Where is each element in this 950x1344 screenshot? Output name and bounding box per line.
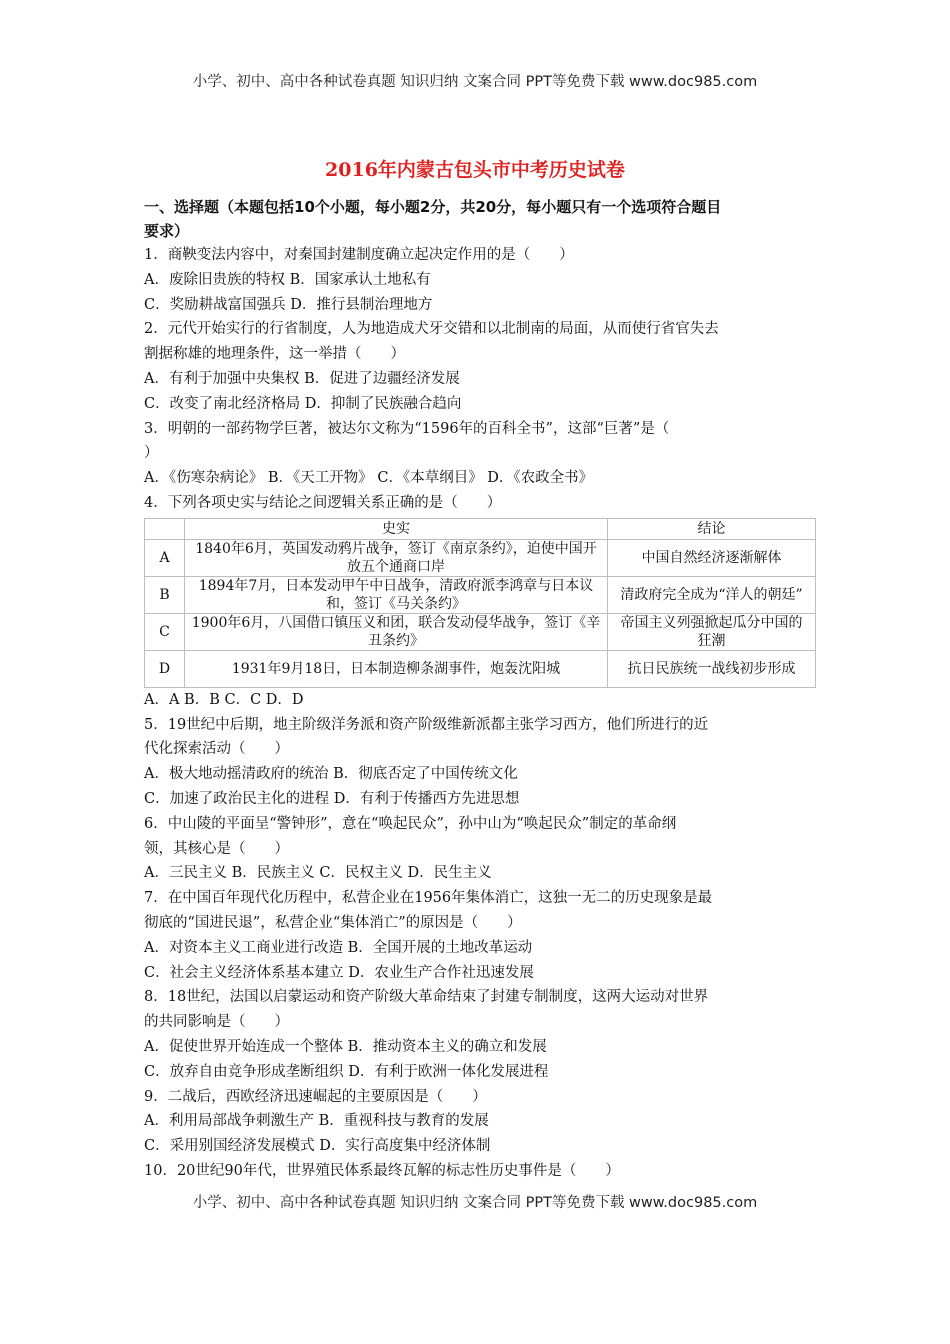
table-header-row: [145, 518, 816, 539]
row-label: D: [145, 650, 185, 687]
row-fact: 1931年9月18日，日本制造柳条湖事件，炮轰沈阳城: [185, 650, 608, 687]
question-options: A．促使世界开始连成一个整体 B．推动资本主义的确立和发展: [144, 1038, 547, 1055]
table-header-fact: 史实: [185, 518, 608, 539]
question-3: [144, 417, 824, 491]
question-1: [144, 243, 824, 317]
question-stem: 1．商鞅变法内容中，对秦国封建制度确立起决定作用的是（ ）: [144, 247, 574, 263]
row-label: B: [145, 576, 185, 613]
row-conclusion: 中国自然经济逐渐解体: [608, 539, 816, 576]
question-stem: 9．二战后，西欧经济迅速崛起的主要原因是（ ）: [144, 1088, 487, 1105]
table-row: [145, 539, 816, 576]
exam-content: [144, 195, 824, 1184]
question-options: A．极大地动摇清政府的统治 B．彻底否定了中国传统文化: [144, 766, 518, 783]
question-options: C．社会主义经济体系基本建立 D．农业生产合作社迅速发展: [144, 964, 534, 981]
row-fact: 1894年7月，日本发动甲午中日战争，清政府派李鸿章与日本议和，签订《马关条约》: [185, 576, 608, 613]
question-stem-cont: 代化探索活动（ ）: [144, 741, 289, 758]
section-heading: 一、选择题（本题包括10个小题，每小题2分，共20分，每小题只有一个选项符合题目: [144, 198, 722, 216]
question-stem: 2．元代开始实行的行省制度，人为地造成犬牙交错和以北制南的局面，从而使行省官失去: [144, 321, 719, 338]
question-6: [144, 812, 824, 886]
question-options: A．利用局部战争刺激生产 B．重视科技与教育的发展: [144, 1113, 489, 1130]
table-row: [145, 650, 816, 687]
question-stem: 6．中山陵的平面呈“警钟形”，意在“唤起民众”，孙中山为“唤起民众”制定的革命纲: [144, 815, 677, 832]
question-options: A．A B．B C．C D．D: [144, 691, 304, 708]
table-row: [145, 576, 816, 613]
question-options: A．《伤寒杂病论》 B．《天工开物》 C．《本草纲目》 D．《农政全书》: [144, 470, 594, 487]
question-9: [144, 1085, 824, 1159]
question-stem-cont: 领，其核心是（ ）: [144, 840, 289, 857]
page-header: 小学、初中、高中各种试卷真题 知识归纳 文案合同 PPT等免费下载 www.doc985.com: [192, 74, 758, 90]
question-options: A．对资本主义工商业进行改造 B．全国开展的土地改革运动: [144, 939, 533, 956]
question-8: [144, 985, 824, 1084]
row-conclusion: 帝国主义列强掀起瓜分中国的狂潮: [608, 613, 816, 650]
question-stem: 4．下列各项史实与结论之间逻辑关系正确的是（ ）: [144, 494, 502, 511]
question-stem: 7．在中国百年现代化历程中，私营企业在1956年集体消亡，这独一无二的历史现象是最: [144, 890, 713, 907]
question-stem: 3．明朝的一部药物学巨著，被达尔文称为“1596年的百科全书”，这部“巨著”是（: [144, 420, 670, 437]
row-label: C: [145, 613, 185, 650]
section-heading-cont: 要求）: [144, 222, 190, 240]
question-10: [144, 1159, 824, 1184]
question-stem-cont: ）: [144, 445, 159, 462]
question-4: [144, 491, 824, 713]
question-stem: 10．20世纪90年代，世界殖民体系最终瓦解的标志性历史事件是（ ）: [144, 1162, 620, 1179]
question-7: [144, 886, 824, 985]
page-title: 2016年内蒙古包头市中考历史试卷: [325, 159, 625, 181]
question-stem-cont: 的共同影响是（ ）: [144, 1014, 289, 1031]
row-conclusion: 抗日民族统一战线初步形成: [608, 650, 816, 687]
question-options: C．改变了南北经济格局 D．抑制了民族融合趋向: [144, 395, 462, 412]
question-2: [144, 317, 824, 416]
question-stem: 8．18世纪，法国以启蒙运动和资产阶级大革命结束了封建专制制度，这两大运动对世界: [144, 989, 709, 1006]
question-options: C．奖励耕战富国强兵 D．推行县制治理地方: [144, 296, 433, 313]
question-stem: 5．19世纪中后期，地主阶级洋务派和资产阶级维新派都主张学习西方，他们所进行的近: [144, 716, 709, 733]
row-label: A: [145, 539, 185, 576]
question-options: A．废除旧贵族的特权 B．国家承认土地私有: [144, 271, 431, 288]
page-footer: 小学、初中、高中各种试卷真题 知识归纳 文案合同 PPT等免费下载 www.doc985.com: [192, 1195, 758, 1211]
facts-conclusions-table: [144, 518, 816, 688]
question-stem-cont: 割据称雄的地理条件，这一举措（ ）: [144, 346, 405, 363]
table-header-label: [145, 518, 185, 539]
question-options: A．有利于加强中央集权 B．促进了边疆经济发展: [144, 370, 460, 387]
table-row: [145, 613, 816, 650]
row-fact: 1900年6月，八国借口镇压义和团，联合发动侵华战争，签订《辛丑条约》: [185, 613, 608, 650]
question-options: C．加速了政治民主化的进程 D．有利于传播西方先进思想: [144, 790, 520, 807]
question-options: C．放弃自由竞争形成垄断组织 D．有利于欧洲一体化发展进程: [144, 1063, 549, 1080]
question-stem-cont: 彻底的“国进民退”，私营企业“集体消亡”的原因是（ ）: [144, 914, 522, 931]
question-options: A．三民主义 B．民族主义 C．民权主义 D．民生主义: [144, 865, 492, 882]
question-5: [144, 713, 824, 812]
row-conclusion: 清政府完全成为“洋人的朝廷”: [608, 576, 816, 613]
question-options: C．采用别国经济发展模式 D．实行高度集中经济体制: [144, 1138, 491, 1155]
table-header-conclusion: 结论: [608, 518, 816, 539]
row-fact: 1840年6月，英国发动鸦片战争，签订《南京条约》，迫使中国开放五个通商口岸: [185, 539, 608, 576]
